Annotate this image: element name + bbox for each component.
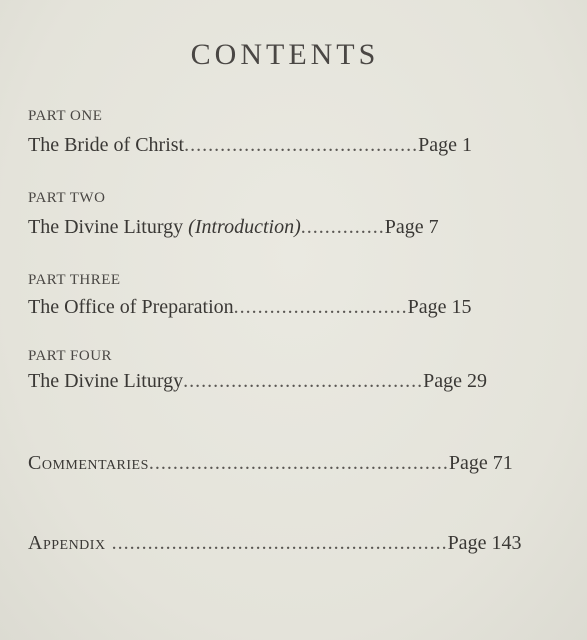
- part-label-four: PART FOUR: [28, 348, 113, 364]
- page-reference: Page 29: [423, 370, 488, 392]
- toc-entry-appendix: [28, 532, 558, 555]
- toc-entry-office-of-preparation: [28, 296, 558, 319]
- toc-entry-title: The Office of Preparation: [28, 296, 234, 318]
- toc-entry-commentaries: [28, 452, 558, 475]
- toc-entry-title: Appendix: [28, 532, 106, 554]
- page-reference: Page 15: [407, 296, 472, 318]
- toc-entry-bride-of-christ: [28, 134, 558, 157]
- page-reference: Page 143: [447, 532, 522, 554]
- toc-entry-subtitle: (Introduction): [188, 216, 301, 238]
- part-label-three: PART THREE: [28, 272, 121, 288]
- toc-entry-title: Commentaries: [28, 452, 149, 474]
- part-label-one: PART ONE: [28, 108, 103, 124]
- page-reference: Page 71: [448, 452, 513, 474]
- page-reference: Page 1: [418, 134, 472, 156]
- part-label-two: PART TWO: [28, 190, 106, 206]
- leader-dots: .............................: [233, 296, 408, 318]
- leader-dots: ........................................................: [105, 532, 448, 554]
- leader-dots: ..............: [300, 216, 385, 238]
- page-title: CONTENTS: [190, 38, 380, 71]
- leader-dots: .......................................: [184, 134, 419, 156]
- toc-entry-title: The Divine Liturgy: [28, 216, 184, 238]
- toc-entry-title: The Bride of Christ: [28, 134, 185, 156]
- toc-entry-divine-liturgy: [28, 370, 558, 393]
- leader-dots: ........................................: [183, 370, 424, 392]
- toc-entry-title: The Divine Liturgy: [28, 370, 184, 392]
- page-reference: Page 7: [384, 216, 439, 238]
- leader-dots: ..................................................: [148, 452, 449, 474]
- toc-entry-divine-liturgy-intro: [28, 216, 558, 239]
